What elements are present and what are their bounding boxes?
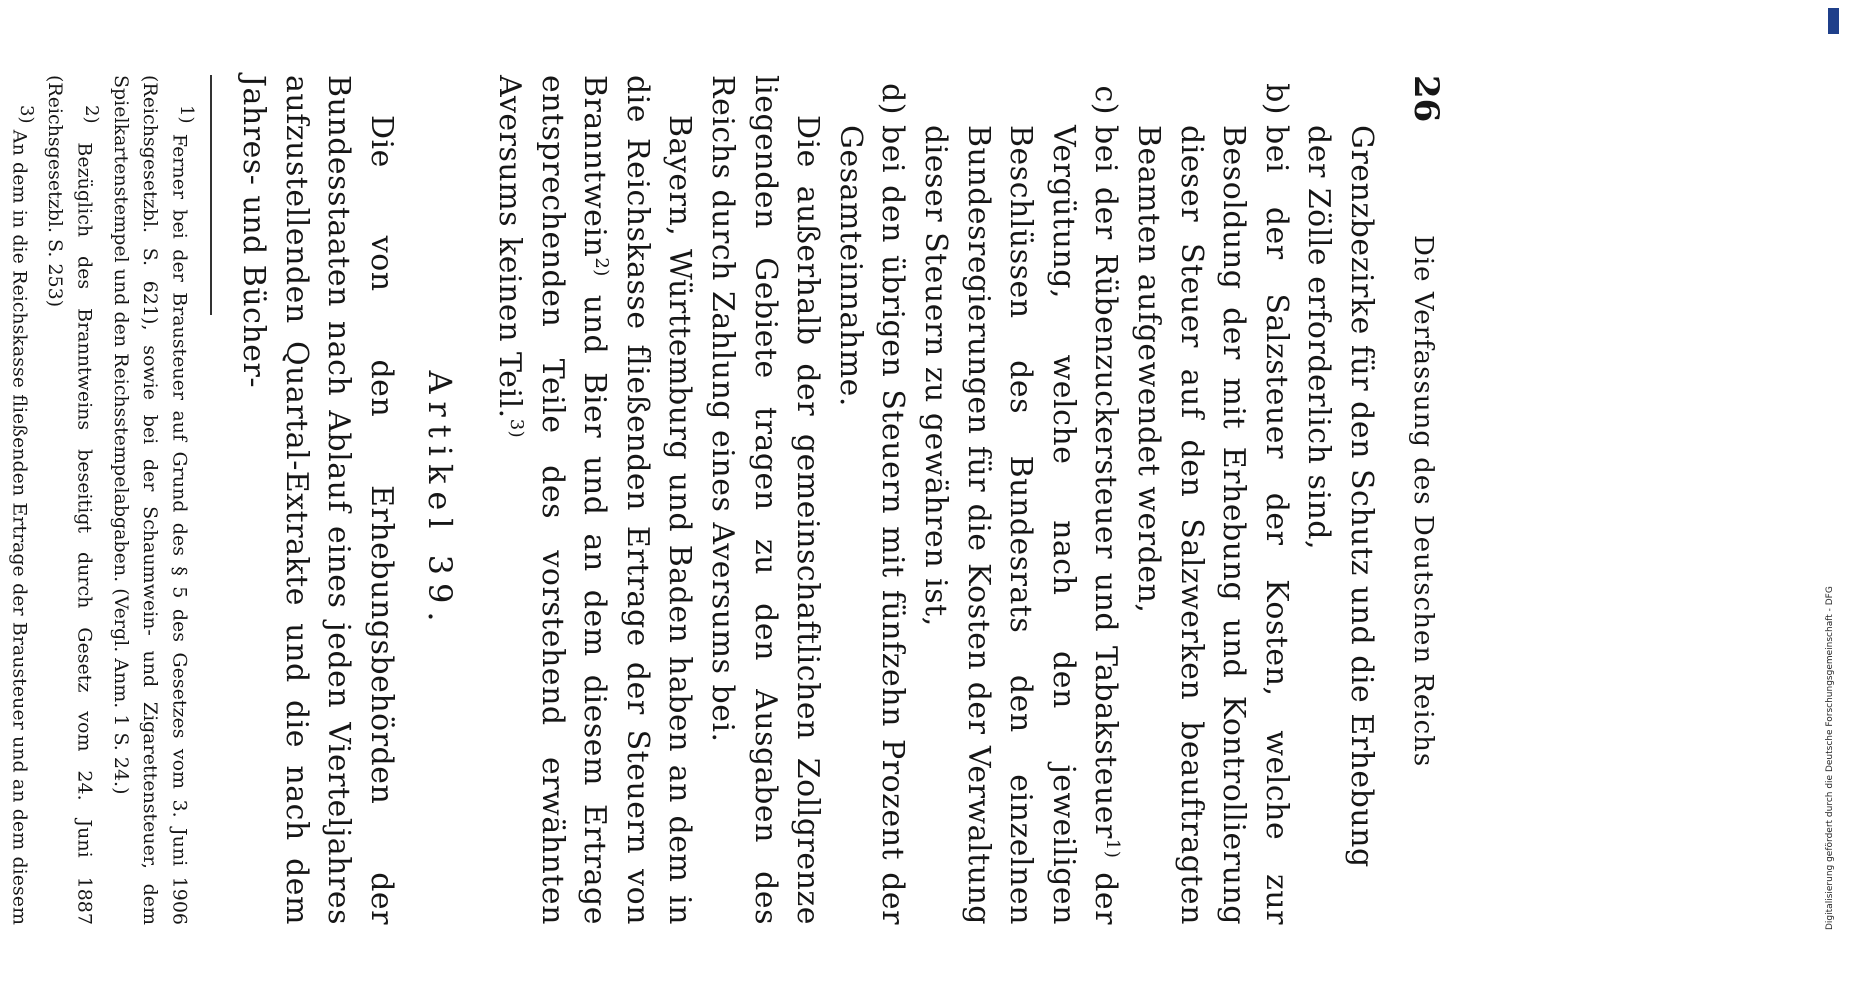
list-text-part: bei der Rübenzuckersteuer und Tabaksteuer xyxy=(1088,125,1124,839)
list-item-d xyxy=(828,75,913,925)
footnotes xyxy=(0,75,200,925)
list-text-part: der Vergütung, welche nach den jeweiligen Beschlüssen des Bundesrats den einzelnen Bundesregierungen für die Kosten der Verwaltung dieser Steuern zu gewähren ist, xyxy=(918,125,1124,925)
list-text: bei der Salzsteuer der Kosten, welche zur Besoldung der mit Erhebung und Kontrollierung dieser Steuer auf den Salzwerken beauftragten Beamten aufgewendet werden, xyxy=(1131,125,1294,925)
paragraph-text: und Bier und an dem diesem Ertrage entsprechenden Teile des vorstehend erwähnten Aversums keinen Teil. xyxy=(492,75,613,925)
footnote-text: Bezüglich des Branntweins beseitigt durch Gesetz vom 24. Juni 1887 (Reichsgesetzbl. S. 253) xyxy=(44,75,96,925)
paragraph-text: Bayern, Württemburg und Baden haben an dem in die Reichskasse fließenden Ertrage der Steuern von Branntwein xyxy=(577,75,698,925)
intro-line: der Zölle erforderlich sind, xyxy=(1301,125,1337,551)
list-marker: d) xyxy=(875,83,911,115)
footnote-ref: 3) xyxy=(506,418,528,439)
intro-line: Grenzbezirke für den Schutz und die Erhebung xyxy=(1344,125,1379,868)
cost-list xyxy=(828,75,1297,925)
list-text: bei den übrigen Steuern mit fünfzehn Prozent der Gesamteinnahme. xyxy=(832,125,911,925)
footnote-divider xyxy=(210,75,212,315)
article-heading: Artikel 39. xyxy=(420,370,459,630)
footnote-text: An dem in die Reichskasse fließenden Ertrage der Brausteuer und an dem diesem xyxy=(8,129,31,925)
book-page xyxy=(8,75,1450,926)
list-marker: c) xyxy=(1088,85,1124,115)
paragraph-article-39: Die von den Erhebungsbehörden der Bundesstaaten nach Ablauf eines jeden Vierteljahres aufzustellenden Quartal-Extrakte und die nach dem Jahres- und Bücher- xyxy=(236,75,400,925)
paragraph-aversum: Die außerhalb der gemeinschaftlichen Zollgrenze liegenden Gebiete tragen zu den Ausgaben des Reichs durch Zahlung eines Aversums bei. xyxy=(705,75,826,925)
list-item-c xyxy=(913,75,1126,925)
page-header xyxy=(1406,75,1450,925)
footnote-ref: 2) xyxy=(591,257,613,277)
digitization-note: Digitalisierung gefördert durch die Deutsche Forschungsgemeinschaft - DFG xyxy=(1825,586,1835,930)
dfg-logo-icon xyxy=(1828,8,1839,34)
paragraph-southern-states xyxy=(488,75,701,925)
footnote-marker: 2) xyxy=(81,105,103,124)
page-number: 26 xyxy=(1406,75,1446,123)
footnote-marker: 1) xyxy=(175,105,197,124)
intro-text xyxy=(1297,75,1382,925)
footnote xyxy=(105,75,200,925)
list-marker: b) xyxy=(1258,83,1294,115)
footnote xyxy=(40,75,105,925)
running-title: Die Verfassung des Deutschen Reichs xyxy=(1408,235,1438,768)
footnote-marker: 3) xyxy=(15,105,37,124)
footnote-ref: 1) xyxy=(1102,838,1124,859)
list-item-b xyxy=(1126,75,1296,925)
footnote-text: Ferner bei der Brausteuer auf Grund des § 5 des Gesetzes vom 3. Juni 1906 (Reichsgesetzbl. S. 621), sowie bei der Schaumwein- und Zigarettensteuer, dem Spielkartenstempel und den Reichsstempelabgaben. (Vergl. Anm. 1 S. 24.) xyxy=(109,75,191,926)
list-text xyxy=(913,125,1126,925)
footnote xyxy=(0,75,40,925)
